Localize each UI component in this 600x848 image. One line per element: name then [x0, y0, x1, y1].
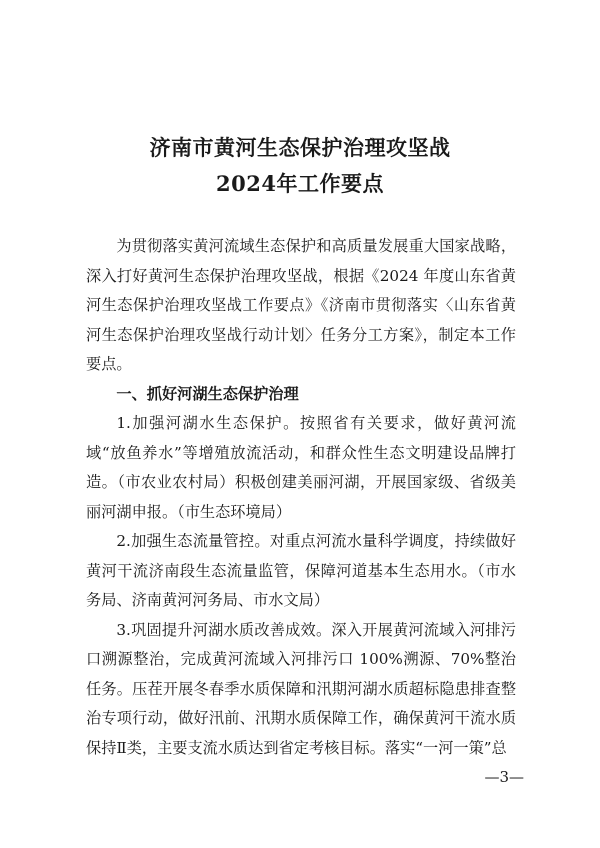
list-item-1: 1.加强河湖水生态保护。按照省有关要求，做好黄河流域“放鱼养水”等增殖放流活动，和群众性生态文明建设品牌打造。（市农业农村局）积极创建美丽河湖，开展国家级、省级美丽河湖申报。（市生态环境局）: [86, 414, 516, 521]
document-title-line-1: 济南市黄河生态保护治理攻坚战: [149, 135, 451, 160]
document-body: [86, 232, 516, 763]
document-title-line-2: 2024年工作要点: [216, 171, 384, 196]
section-heading-1: 一、抓好河湖生态保护治理: [116, 384, 299, 403]
intro-paragraph: 为贯彻落实黄河流域生态保护和高质量发展重大国家战略，深入打好黄河生态保护治理攻坚战，根据《2024 年度山东省黄河生态保护治理攻坚战工作要点》《济南市贯彻落实〈山东省黄河生态保护治理攻坚战行动计划〉任务分工方案》，制定本工作要点。: [86, 237, 516, 373]
list-item-2: 2.加强生态流量管控。对重点河流水量科学调度，持续做好黄河干流济南段生态流量监管，保障河道基本生态用水。（市水务局、济南黄河河务局、市水文局）: [86, 532, 516, 609]
list-item-3: 3.巩固提升河湖水质改善成效。深入开展黄河流域入河排污口溯源整治，完成黄河流域入河排污口 100%溯源、70%整治任务。压茬开展冬春季水质保障和汛期河湖水质超标隐患排查整治专项行动，做好汛前、汛期水质保障工作，确保黄河干流水质保持Ⅱ类，主要支流水质达到省定考核目标。落实“一河一策”总: [86, 620, 516, 757]
page-number: —3—: [484, 768, 524, 786]
